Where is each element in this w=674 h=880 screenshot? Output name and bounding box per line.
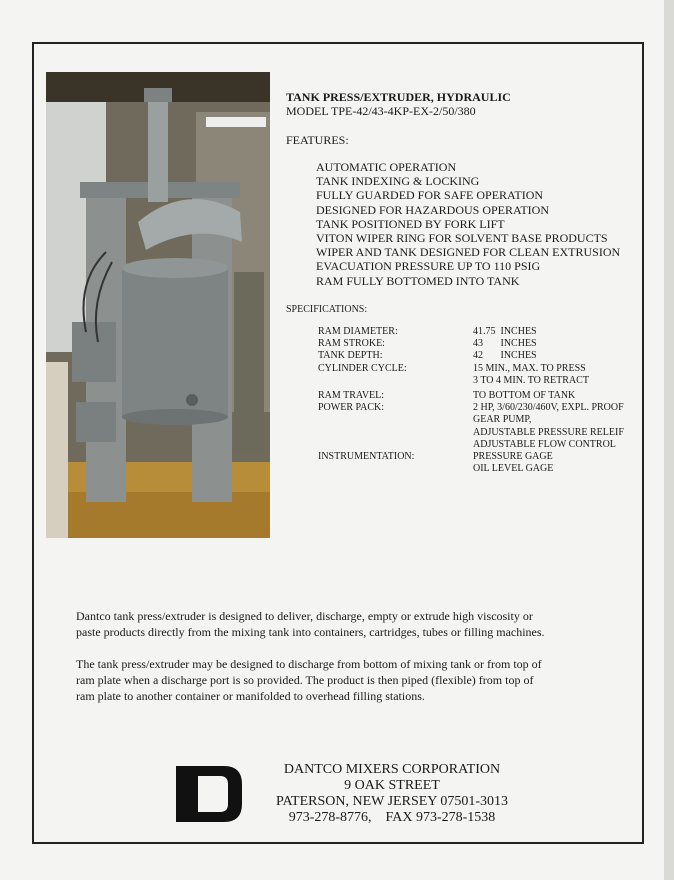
spec-key — [318, 427, 473, 439]
company-phone: 973-278-8776, FAX 973-278-1538 — [288, 810, 496, 825]
spec-key: CYLINDER CYCLE: — [318, 362, 407, 374]
spec-value: 2 HP, 3/60/230/460V, EXPL. PROOF — [473, 402, 624, 414]
product-title: TANK PRESS/EXTRUDER, HYDRAULIC — [286, 90, 511, 104]
spec-value: ADJUSTABLE FLOW CONTROL — [473, 438, 616, 450]
spec-value: 42 INCHES — [473, 350, 537, 362]
spec-key — [318, 439, 473, 451]
features-list — [316, 160, 620, 288]
feature-item: VITON WIPER RING FOR SOLVENT BASE PRODUCTS — [316, 231, 608, 246]
specifications-table — [318, 326, 653, 475]
spec-value: 43 INCHES — [473, 338, 537, 350]
description-line: Dantco tank press/extruder is designed to deliver, discharge, empty or extrude high viscosity or — [76, 609, 533, 623]
spec-row — [318, 375, 653, 387]
spec-row — [318, 427, 653, 439]
feature-item: TANK INDEXING & LOCKING — [316, 174, 480, 189]
spec-row — [318, 402, 653, 414]
feature-item: DESIGNED FOR HAZARDOUS OPERATION — [316, 202, 550, 217]
spec-key: INSTRUMENTATION: — [318, 451, 415, 463]
product-heading — [286, 90, 511, 118]
company-info — [252, 762, 532, 826]
feature-item: AUTOMATIC OPERATION — [316, 160, 457, 174]
spec-value: 15 MIN., MAX. TO PRESS — [473, 362, 586, 374]
feature-item: RAM FULLY BOTTOMED INTO TANK — [316, 273, 520, 288]
spec-value: 41.75 INCHES — [473, 326, 537, 337]
description-paragraph-1 — [76, 608, 596, 640]
description-line: ram plate to another container or manifolded to overhead filling stations. — [76, 689, 425, 703]
spec-row — [318, 350, 653, 362]
spec-key — [318, 414, 473, 426]
description-paragraph-2 — [76, 656, 596, 704]
company-name: DANTCO MIXERS CORPORATION — [283, 762, 501, 777]
dantco-logo — [176, 766, 242, 827]
spec-row — [318, 451, 653, 463]
spec-key: RAM DIAMETER: — [318, 326, 398, 337]
description-line: The tank press/extruder may be designed to discharge from bottom of mixing tank or from top of — [76, 657, 542, 671]
spec-key: POWER PACK: — [318, 402, 385, 414]
page-edge — [664, 0, 674, 880]
feature-item: EVACUATION PRESSURE UP TO 110 PSIG — [316, 259, 541, 274]
dantco-logo-mark — [176, 766, 242, 822]
description-line: paste products directly from the mixing tank into containers, cartridges, tubes or filling machines. — [76, 625, 545, 639]
spec-value: PRESSURE GAGE — [473, 451, 553, 463]
spec-row — [318, 414, 653, 426]
description-line: ram plate when a discharge port is so provided. The product is then piped (flexible) from top of — [76, 673, 534, 687]
spec-key — [318, 463, 473, 475]
feature-item: TANK POSITIONED BY FORK LIFT — [316, 216, 505, 231]
spec-key: RAM STROKE: — [318, 338, 385, 350]
spec-key: TANK DEPTH: — [318, 350, 383, 362]
spec-value: ADJUSTABLE PRESSURE RELEIF — [473, 426, 624, 438]
spec-row — [318, 326, 653, 338]
spec-key — [318, 375, 473, 387]
spec-row — [318, 390, 653, 402]
spec-row — [318, 463, 653, 475]
machine-photo-illustration — [46, 72, 270, 538]
company-street: 9 OAK STREET — [344, 778, 440, 793]
spec-row — [318, 439, 653, 451]
spec-value: OIL LEVEL GAGE — [473, 463, 554, 475]
spec-row — [318, 338, 653, 350]
features-label: FEATURES: — [286, 133, 349, 147]
specifications-label: SPECIFICATIONS: — [286, 304, 368, 315]
feature-item: WIPER AND TANK DESIGNED FOR CLEAN EXTRUSION — [316, 245, 621, 260]
machine-photo — [46, 72, 270, 538]
spec-value: GEAR PUMP, — [473, 414, 532, 426]
spec-row — [318, 363, 653, 375]
spec-key: RAM TRAVEL: — [318, 390, 385, 402]
spec-value: TO BOTTOM OF TANK — [473, 390, 576, 402]
feature-item: FULLY GUARDED FOR SAFE OPERATION — [316, 188, 544, 203]
company-city: PATERSON, NEW JERSEY 07501-3013 — [275, 794, 509, 809]
spec-value: 3 TO 4 MIN. TO RETRACT — [473, 374, 589, 386]
product-model: MODEL TPE-42/43-4KP-EX-2/50/380 — [286, 104, 476, 118]
